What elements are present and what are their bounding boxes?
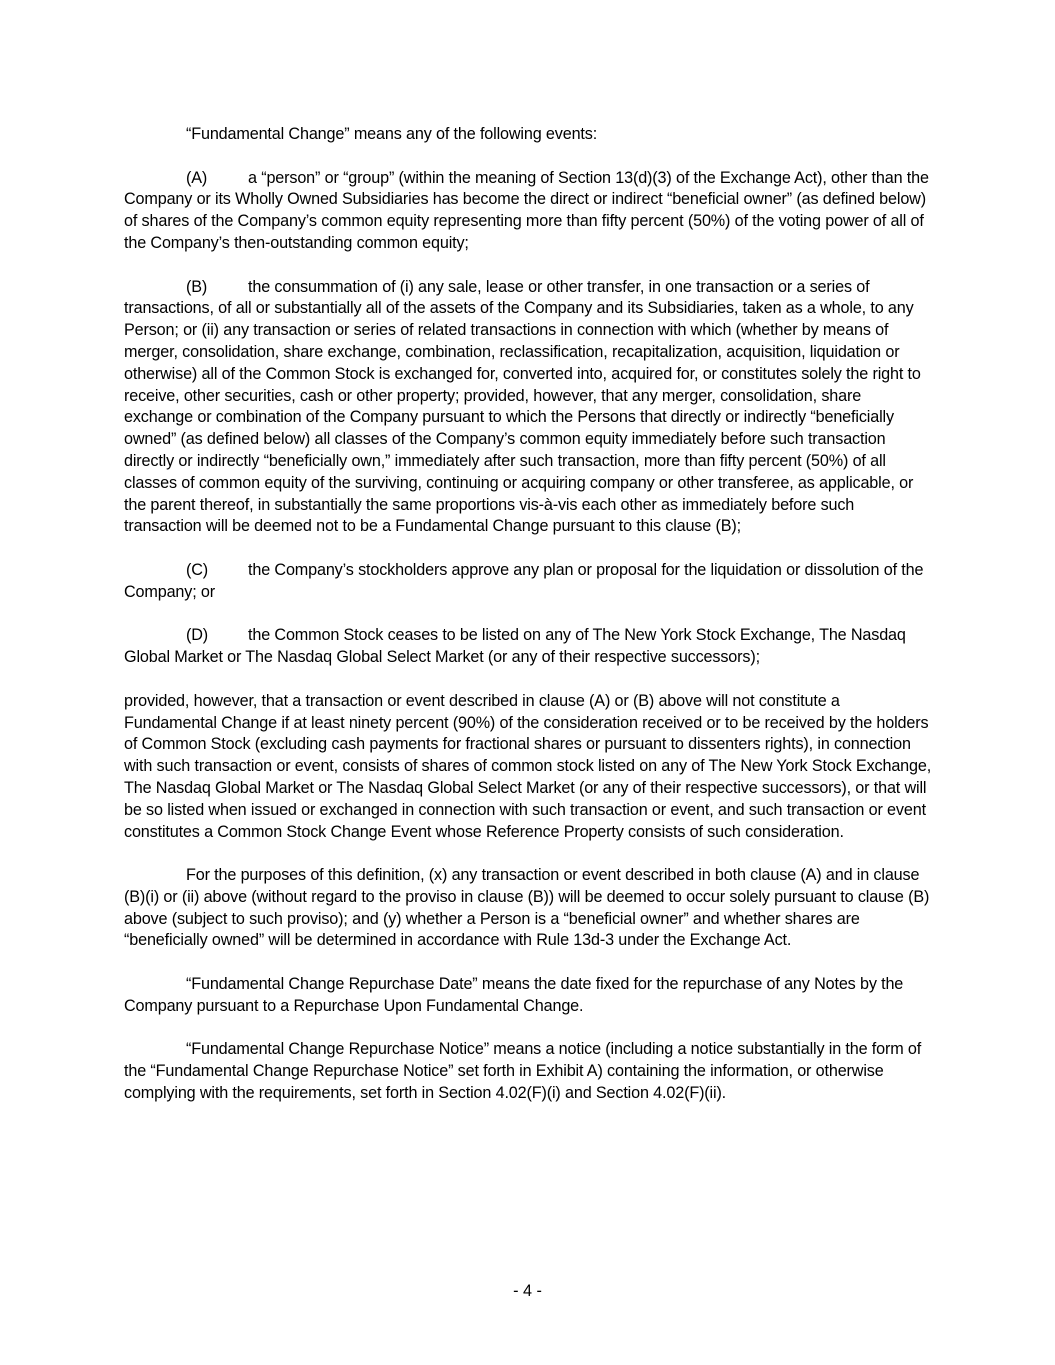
clause-b [124, 277, 934, 539]
paragraph-text: “Fundamental Change Repurchase Notice” means a notice (including a notice substantially in the form of the “Fundamental Change Repurchase Notice” set forth in Exhibit A) containing the information, or otherwise complying with the requirements, set forth in Section 4.02(F)(i) and Section 4.02(F)(ii). [124, 1040, 922, 1103]
paragraph-text: provided, however, that a transaction or event described in clause (A) or (B) above will not constitute a Fundamental Change if at least ninety percent (90%) of the consideration received or to be received by the holders of Common Stock (excluding cash payments for fractional shares or pursuant to dissenters rights), in connection with such transaction or event, consists of shares of common stock listed on any of The New York Stock Exchange, The Nasdaq Global Market or The Nasdaq Global Select Market (or any of their respective successors), or that will be so listed when issued or exchanged in connection with such transaction or event, and such transaction or event constitutes a Common Stock Change Event whose Reference Property consists of such consideration. [124, 691, 932, 841]
clause-c [124, 560, 934, 604]
paragraph-text: “Fundamental Change Repurchase Date” means the date fixed for the repurchase of any Notes by the Company pursuant to a Repurchase Upon Fundamental Change. [124, 975, 904, 1015]
definition-repurchase-notice [124, 1039, 934, 1104]
purposes-paragraph [124, 865, 934, 952]
clause-label: (D) [186, 626, 209, 645]
clause-label: (A) [186, 168, 208, 187]
paragraph-text: the consummation of (i) any sale, lease or other transfer, in one transaction or a series of transactions, of all or substantially all of the assets of the Company and its Subsidiaries, taken as a whole, to any Person; or (ii) any transaction or series of related transactions in connection with which (whether by means of merger, consolidation, share exchange, combination, reclassification, recapitalization, acquisition, liquidation or otherwise) all of the Common Stock is exchanged for, converted into, acquired for, or constitutes solely the right to receive, other securities, cash or other property; provided, however, that any merger, consolidation, share exchange or combination of the Company pursuant to which the Persons that directly or indirectly “beneficially owned” (as defined below) all classes of the Company’s common equity immediately before such transaction directly or indirectly “beneficially own,” immediately after such transaction, more than fifty percent (50%) of all classes of common equity of the surviving, continuing or acquiring company or other transferee, as applicable, or the parent thereof, in substantially the same proportions vis-à-vis each other as immediately before such transaction will be deemed not to be a Fundamental Change pursuant to this clause (B); [124, 277, 921, 536]
definition-repurchase-date [124, 974, 934, 1018]
document-body [124, 124, 934, 1127]
paragraph-text: a “person” or “group” (within the meaning of Section 13(d)(3) of the Exchange Act), other than the Company or its Wholly Owned Subsidiaries has become the direct or indirect “beneficial owner” (as defined below) of shares of the Company’s common equity representing more than fifty percent (50%) of the voting power of all of the Company’s then-outstanding common equity; [124, 168, 929, 252]
paragraph-text: For the purposes of this definition, (x) any transaction or event described in both clause (A) and in clause (B)(i) or (ii) above (without regard to the proviso in clause (B)) will be deemed to occur solely pursuant to clause (B) above (subject to such proviso); and (y) whether a Person is a “beneficial owner” and whether shares are “beneficially owned” will be determined in accordance with Rule 13d-3 under the Exchange Act. [124, 866, 930, 950]
paragraph-text: the Common Stock ceases to be listed on any of The New York Stock Exchange, The Nasdaq Global Market or The Nasdaq Global Select Market (or any of their respective successors); [124, 626, 906, 667]
clause-label: (B) [186, 277, 208, 296]
clause-label: (C) [186, 560, 209, 579]
clause-d [124, 625, 934, 669]
paragraph-text: “Fundamental Change” means any of the following events: [186, 125, 598, 143]
proviso-paragraph [124, 691, 934, 844]
clause-a [124, 168, 934, 255]
definition-fundamental-change [124, 124, 934, 146]
page-number: - 4 - [513, 1282, 542, 1300]
paragraph-text: the Company’s stockholders approve any plan or proposal for the liquidation or dissolution of the Company; or [124, 560, 924, 601]
